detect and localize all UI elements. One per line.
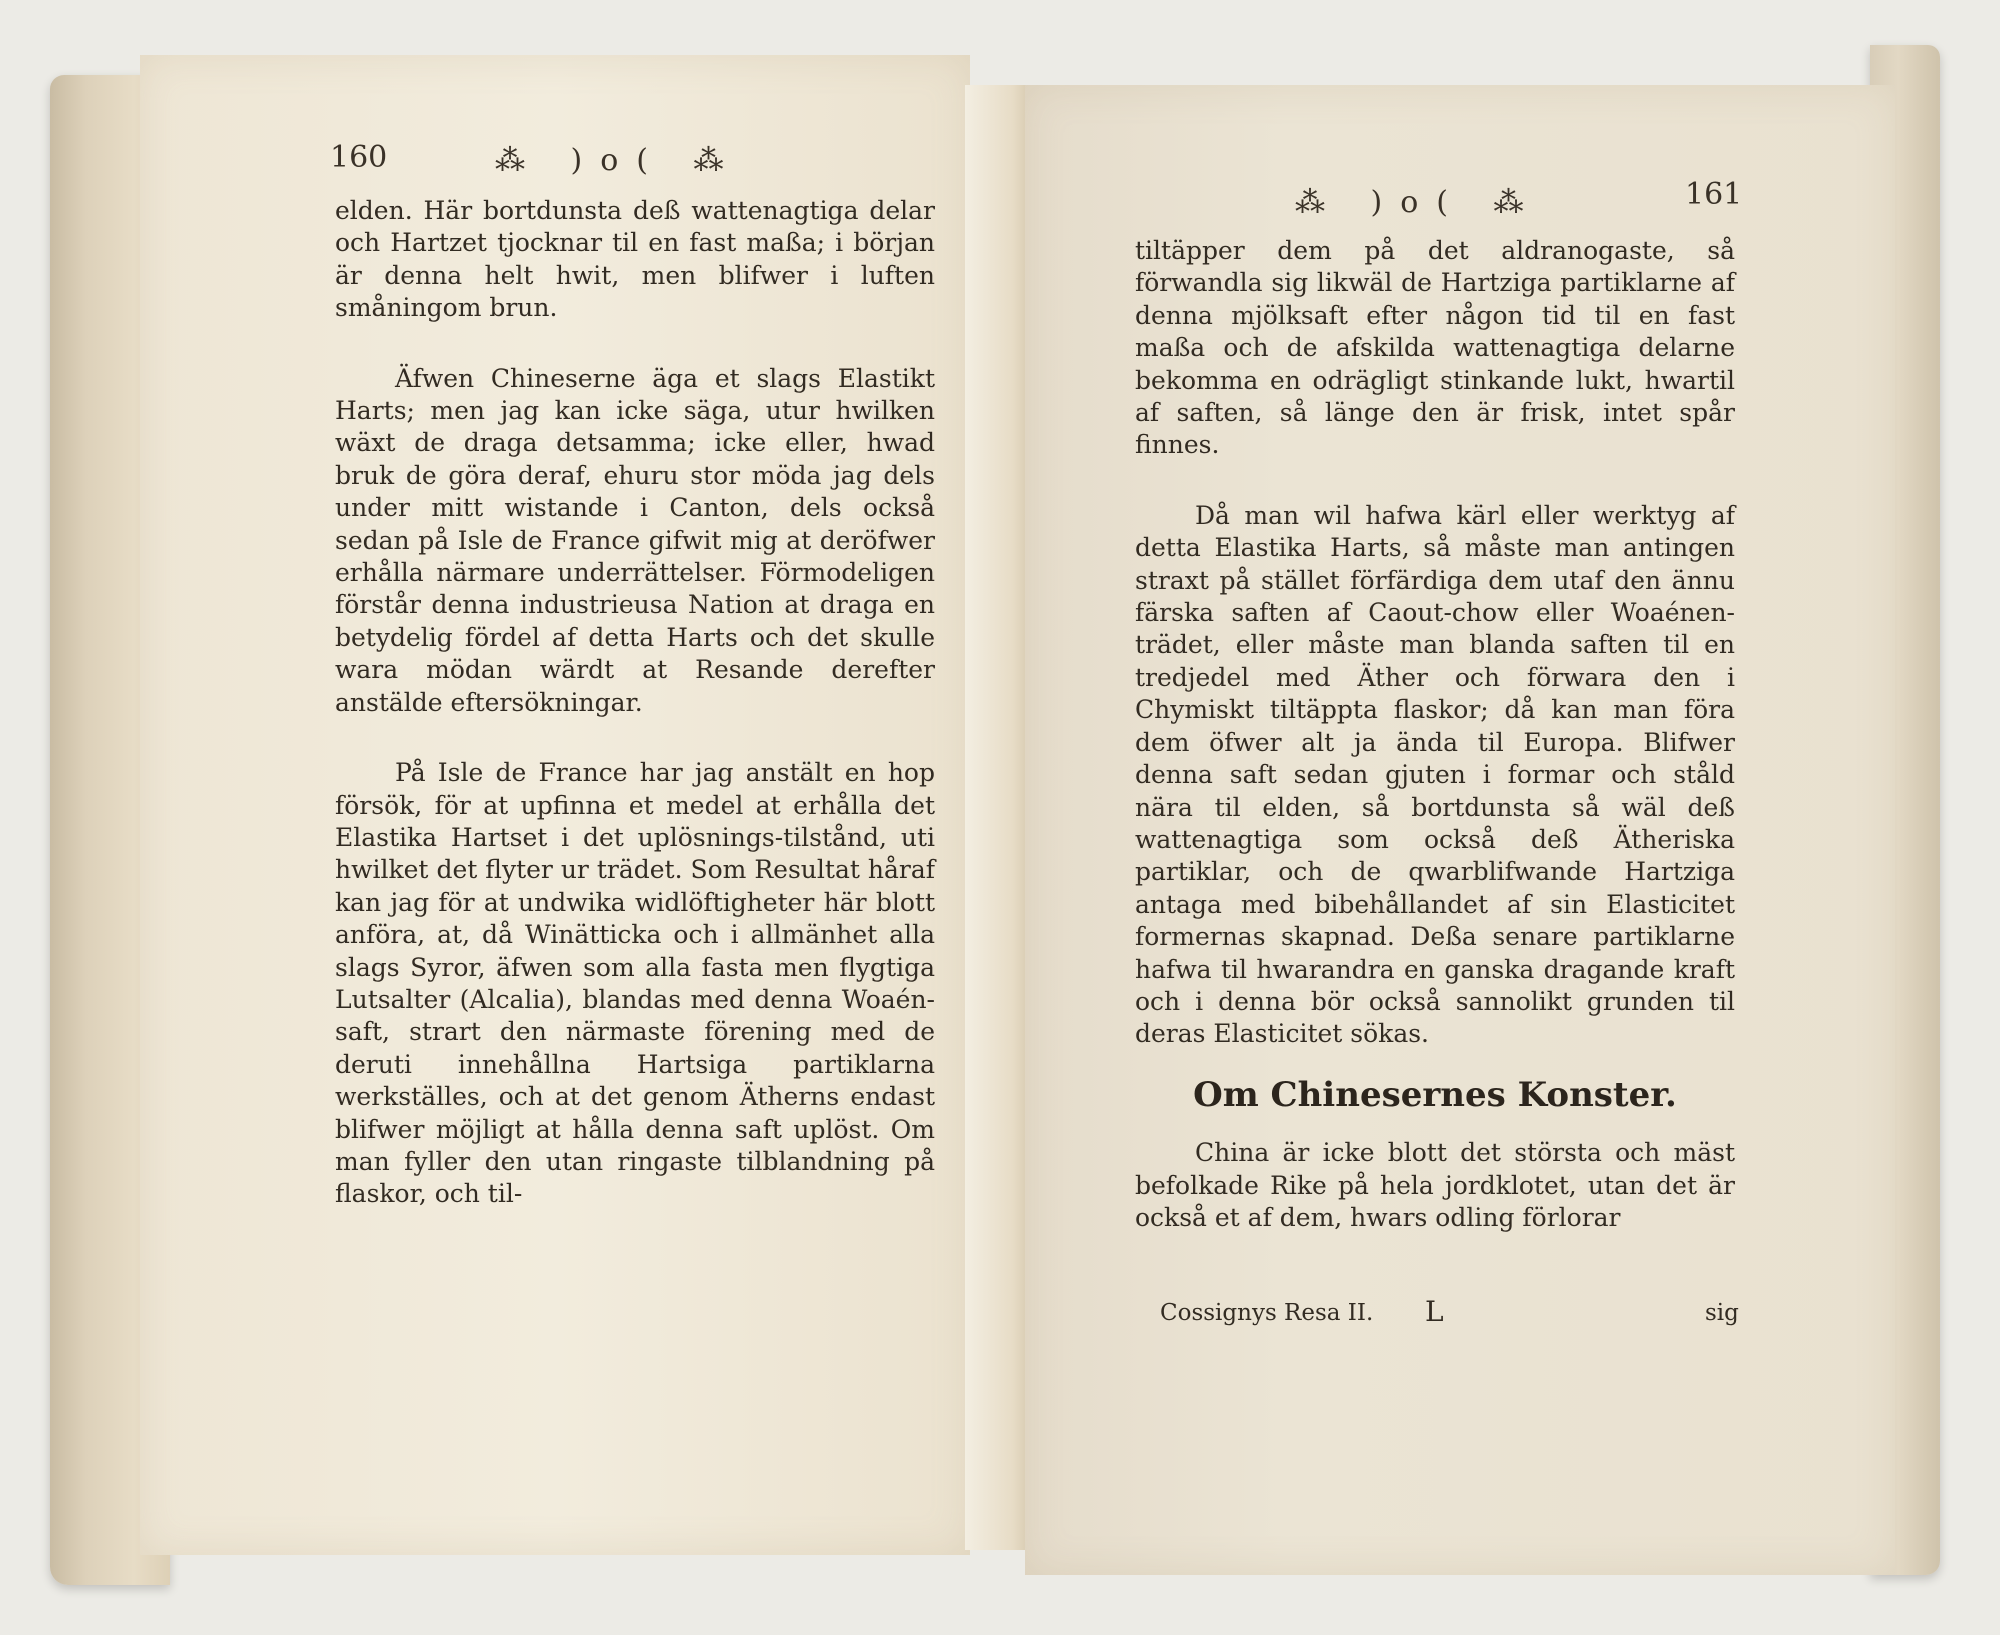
right-page-number: 161 [1685, 177, 1743, 212]
footer-signature: L [1425, 1295, 1444, 1328]
left-page-number: 160 [330, 140, 388, 175]
left-running-ornament: ⁂ )o( ⁂ [495, 143, 742, 178]
left-page-text [335, 195, 935, 1211]
footer-catchword: sig [1705, 1300, 1739, 1326]
left-paragraph-1: elden. Här bortdunsta deß wattenagtiga delar och Hartzet tjocknar til en fast maßa; i början är denna helt hwit, men blifwer i luften småningom brun. [335, 196, 935, 323]
left-page [140, 55, 970, 1555]
left-paragraph-2: Äfwen Chineserne äga et slags Elastikt Harts; men jag kan icke säga, utur hwilken wäxt de draga detsamma; icke eller, hwad bruk de göra deraf, ehuru stor möda jag dels under mitt wistande i Canton, dels också sedan på Isle de France gifwit mig at deröfwer erhålla närmare underrättelser. Förmodeligen förstår denna industrieusa Nation at draga en betydelig fördel af detta Harts och det skulle wara mödan wärdt at Resande derefter anstälde eftersökningar. [335, 363, 935, 717]
right-paragraph-1: tiltäpper dem på det aldranogaste, så förwandla sig likwäl de Hartziga partiklarne af denna mjölksaft efter någon tid til en fast maßa och de afskilda wattenagtiga delarne bekomma en odrägligt stinkande lukt, hwartil af saften, så länge den är frisk, intet spår finnes. [1135, 236, 1735, 460]
right-paragraph-3: China är icke blott det största och mäst befolkade Rike på hela jordklotet, utan det är också et af dem, hwars odling förlorar [1135, 1138, 1735, 1232]
right-page-text [1135, 235, 1735, 1234]
open-book [50, 45, 1940, 1585]
left-paragraph-3: På Isle de France har jag anstält en hop försök, för at upfinna et medel at erhålla det Elastika Hartset i det uplösnings-tilstånd, uti hwilket det flyter ur trädet. Som Resultat håraf kan jag för at undwika widlöftigheter här blott anföra, at, då Winätticka och i allmänhet alla slags Syror, äfwen som alla fasta men flygtiga Lutsalter (Alcalia), blandas med denna Woaén-saft, strart den närmaste förening med de deruti innehållna Hartsiga partiklarna werkställes, och at det genom Ätherns endast blifwer möjligt at hålla denna saft uplöst. Om man fyller den utan ringaste tilblandning på flaskor, och til- [335, 758, 935, 1209]
right-running-ornament: ⁂ )o( ⁂ [1295, 185, 1542, 220]
section-heading: Om Chinesernes Konster. [1193, 1074, 1677, 1115]
footer-title: Cossignys Resa II. [1160, 1300, 1374, 1326]
right-paragraph-2: Då man wil hafwa kärl eller werktyg af detta Elastika Harts, så måste man antingen straxt på stället förfärdiga dem utaf den ännu färska saften af Caout-chow eller Woaénen-trädet, eller måste man blanda saften til en tredjedel med Äther och förwara den i Chymiskt tiltäppta flaskor; då kan man föra dem öfwer alt ja ända til Europa. Blifwer denna saft sedan gjuten i formar och ståld nära til elden, så bortdunsta så wäl deß wattenagtiga som också deß Ätheriska partiklar, och de qwarblifwande Hartziga antaga med bibehållandet af sin Elasticitet formernas skapnad. Deßa senare partiklarne hafwa til hwarandra en ganska dragande kraft och i denna bör också sannolikt grunden til deras Elasticitet sökas. [1135, 500, 1735, 1049]
right-page [1025, 85, 1895, 1575]
